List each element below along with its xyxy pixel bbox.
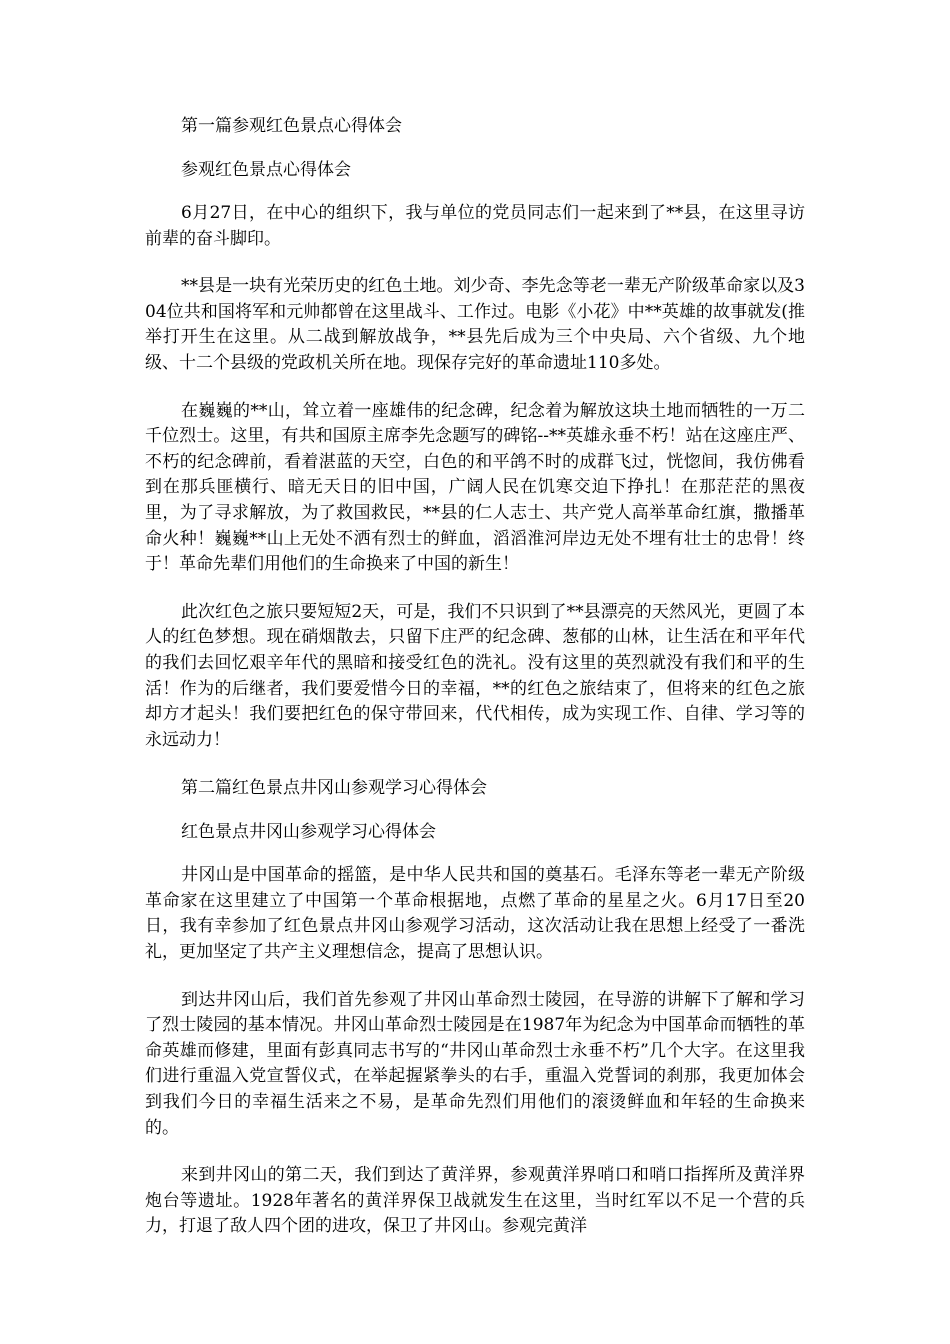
paragraph: 到达井冈山后，我们首先参观了井冈山革命烈士陵园，在导游的讲解下了解和学习了烈士陵园的基本情况。井冈山革命烈士陵园是在1987年为纪念为中国革命而牺牲的革命英雄而修建，里面有彭真同志书写的“井冈山革命烈士永垂不朽”几个大字。在这里我们进行重温入党宣誓仪式，在举起握紧拳头的右手，重温入党誓词的刹那，我更加体会到我们今日的幸福生活来之不易，是革命先烈们用他们的滚烫鲜血和年轻的生命换来的。 [145,989,805,1138]
paragraph: 井冈山是中国革命的摇篮，是中华人民共和国的奠基石。毛泽东等老一辈无产阶级革命家在这里建立了中国第一个革命根据地，点燃了革命的星星之火。6月17日至20日，我有幸参加了红色景点井冈山参观学习活动，这次活动让我在思想上经受了一番洗礼，更加坚定了共产主义理想信念，提高了思想认识。 [145,865,805,963]
paragraph: 来到井冈山的第二天，我们到达了黄洋界，参观黄洋界哨口和哨口指挥所及黄洋界炮台等遗址。1928年著名的黄洋界保卫战就发生在这里，当时红军以不足一个营的兵力，打退了敌人四个团的进攻，保卫了井冈山。参观完黄洋 [145,1165,805,1237]
paragraph: 在巍巍的**山，耸立着一座雄伟的纪念碑，纪念着为解放这块土地而牺牲的一万二千位烈士。这里，有共和国原主席李先念题写的碑铭--**英雄永垂不朽！站在这座庄严、不朽的纪念碑前，看着湛蓝的天空，白色的和平鸽不时的成群飞过，恍惚间，我仿佛看到在那兵匪横行、暗无天日的旧中国，广阔人民在饥寒交迫下挣扎！在那茫茫的黑夜里，为了寻求解放，为了救国救民，**县的仁人志士、共产党人高举革命红旗，撒播革命火种！巍巍**山上无处不洒有烈士的鲜血，滔滔淮河岸边无处不埋有壮士的忠骨！终于！革命先辈们用他们的生命换来了中国的新生！ [145,400,805,575]
article-title-2: 红色景点井冈山参观学习心得体会 [181,822,436,843]
paragraph: **县是一块有光荣历史的红色土地。刘少奇、李先念等老一辈无产阶级革命家以及304位共和国将军和元帅都曾在这里战斗、工作过。电影《小花》中**英雄的故事就发(推举打开生在这里。从二战到解放战争，**县先后成为三个中央局、六个省级、九个地级、十二个县级的党政机关所在地。现保存完好的革命遗址110多处。 [145,276,805,373]
paragraph: 此次红色之旅只要短短2天，可是，我们不只识到了**县漂亮的天然风光，更圆了本人的红色梦想。现在硝烟散去，只留下庄严的纪念碑、葱郁的山林，让生活在和平年代的我们去回忆艰辛年代的黑暗和接受红色的洗礼。没有这里的英烈就没有我们和平的生活！作为的后继者，我们要爱惜今日的幸福，**的红色之旅结束了，但将来的红色之旅却方才起头！我们要把红色的保守带回来，代代相传，成为实现工作、自律、学习等的永远动力！ [145,601,805,750]
document-page [145,113,805,1262]
section-title-2: 第二篇红色景点井冈山参观学习心得体会 [181,778,487,799]
section-title-1: 第一篇参观红色景点心得体会 [181,116,402,136]
paragraph: 6月27日，在中心的组织下，我与单位的党员同志们一起来到了**县，在这里寻访前辈的奋斗脚印。 [145,203,805,249]
article-title-1: 参观红色景点心得体会 [181,160,351,180]
